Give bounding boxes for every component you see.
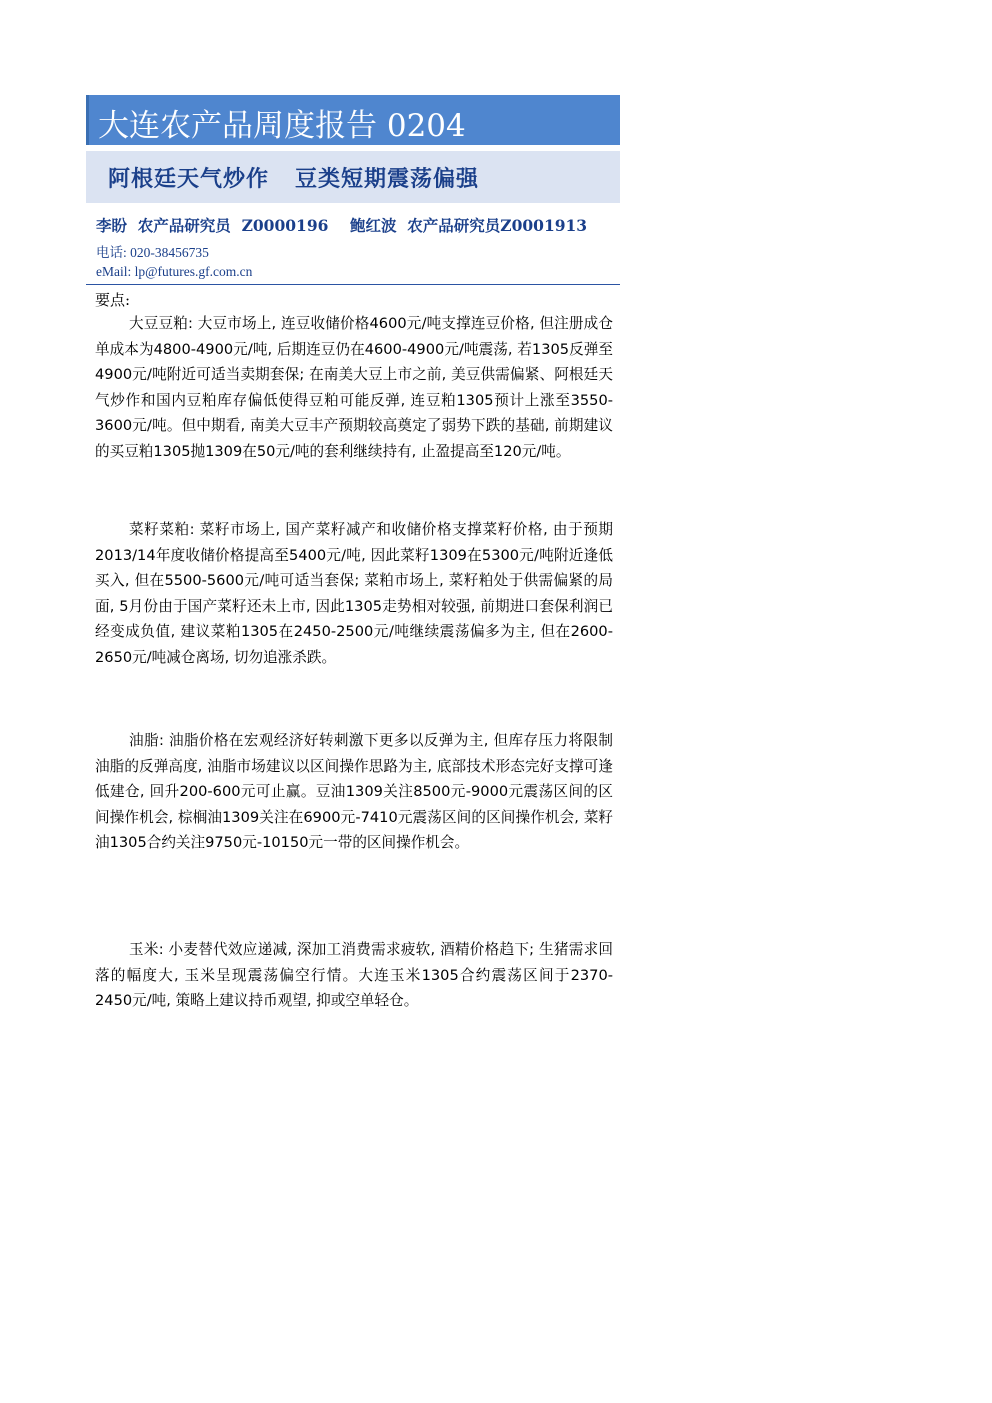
paragraph-corn: 玉米: 小麦替代效应递减, 深加工消费需求疲软, 酒精价格趋下; 生猪需求回落的幅度大, 玉米呈现震荡偏空行情。大连玉米1305合约震荡区间于2370-2450元/吨, 策略上建议持币观望, 抑或空单轻仓。 [95, 941, 613, 1009]
paragraph-soybean: 大豆豆粕: 大豆市场上, 连豆收储价格4600元/吨支撑连豆价格, 但注册成仓单成本为4800-4900元/吨, 后期连豆仍在4600-4900元/吨震荡, 若1305反弹至4900元/吨附近可适当卖期套保; 在南美大豆上市之前, 美豆供需偏紧、阿根廷天气炒作和国内豆粕库存偏低使得豆粕可能反弹, 连豆粕1305预计上涨至3550-3600元/吨。但中期看, 南美大豆丰产预期较高奠定了弱势下跌的基础, 前期建议的买豆粕1305抛1309在50元/吨的套利继续持有, 止盈提高至120元/吨。 [95, 315, 613, 460]
email-line: eMail: lp@futures.gf.com.cn [96, 264, 253, 279]
phone-line: 电话: 020-38456735 [96, 245, 209, 260]
report-title: 大连农产品周度报告 0204 [98, 108, 466, 144]
header-divider [86, 284, 620, 285]
report-subtitle: 阿根廷天气炒作 豆类短期震荡偏强 [108, 167, 479, 192]
key-points-heading: 要点: [95, 291, 131, 309]
report-title-banner [86, 95, 620, 145]
author-line: 李盼 农产品研究员 Z0000196 鲍红波 农产品研究员Z0001913 [96, 216, 588, 235]
report-subtitle-banner [86, 151, 620, 203]
paragraph-rapeseed: 菜籽菜粕: 菜籽市场上, 国产菜籽减产和收储价格支撑菜籽价格, 由于预期2013/14年度收储价格提高至5400元/吨, 因此菜籽1309在5300元/吨附近逢低买入, 但在5500-5600元/吨可适当套保; 菜粕市场上, 菜籽粕处于供需偏紧的局面, 5月份由于国产菜籽还未上市, 因此1305走势相对较强, 前期进口套保利润已经变成负值, 建议菜粕1305在2450-2500元/吨继续震荡偏多为主, 但在2600-2650元/吨减仓离场, 切勿追涨杀跌。 [95, 521, 613, 666]
paragraph-oils: 油脂: 油脂价格在宏观经济好转刺激下更多以反弹为主, 但库存压力将限制油脂的反弹高度, 油脂市场建议以区间操作思路为主, 底部技术形态完好支撑可逢低建仓, 回升200-600元可止赢。豆油1309关注8500元-9000元震荡区间的区间操作机会, 棕榈油1309关注在6900元-7410元震荡区间的区间操作机会, 菜籽油1305合约关注9750元-10150元一带的区间操作机会。 [95, 732, 613, 851]
